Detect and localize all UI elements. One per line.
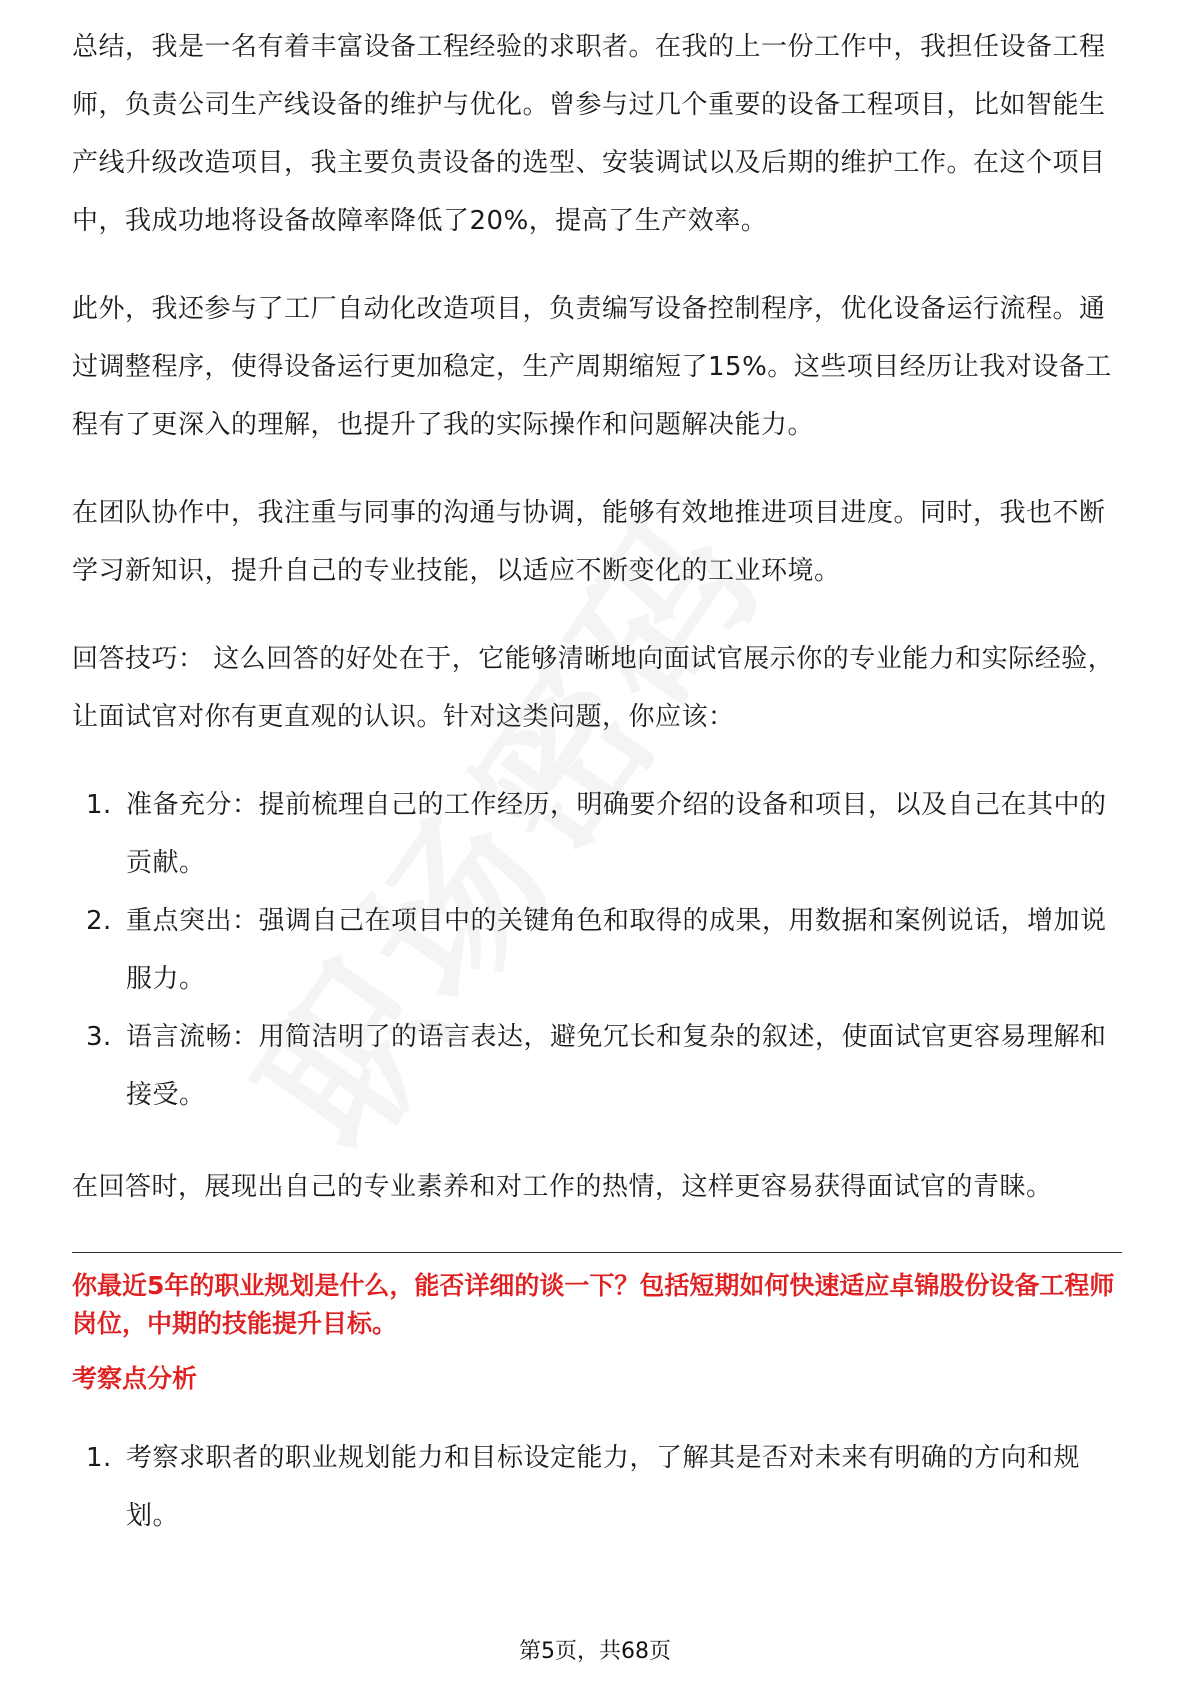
- list-item: [72, 1429, 1122, 1545]
- paragraph-closing: 在回答时，展现出自己的专业素养和对工作的热情，这样更容易获得面试官的青睐。: [72, 1172, 1053, 1202]
- section-divider: [72, 1252, 1122, 1253]
- list-item-number: 1.: [86, 790, 112, 820]
- list-item: [72, 776, 1122, 892]
- interview-question: 你最近5年的职业规划是什么，能否详细的谈一下？包括短期如何快速适应卓锦股份设备工程师岗位，中期的技能提升目标。: [72, 1271, 1115, 1338]
- list-item-text: 语言流畅：用简洁明了的语言表达，避免冗长和复杂的叙述，使面试官更容易理解和接受。: [126, 1022, 1107, 1110]
- list-item-text: 考察求职者的职业规划能力和目标设定能力，了解其是否对未来有明确的方向和规划。: [126, 1443, 1081, 1531]
- list-item: [72, 892, 1122, 1008]
- list-item-text: 准备充分：提前梳理自己的工作经历，明确要介绍的设备和项目，以及自己在其中的贡献。: [126, 790, 1107, 878]
- paragraph-answer-tips: 回答技巧： 这么回答的好处在于，它能够清晰地向面试官展示你的专业能力和实际经验，让面试官对你有更直观的认识。针对这类问题，你应该：: [72, 644, 1115, 732]
- list-item-number: 1.: [86, 1443, 112, 1473]
- paragraph-teamwork: 在团队协作中，我注重与同事的沟通与协调，能够有效地推进项目进度。同时，我也不断学习新知识，提升自己的专业技能，以适应不断变化的工业环境。: [72, 498, 1106, 586]
- page-number-footer: 第5页，共68页: [519, 1639, 671, 1664]
- list-item-text: 重点突出：强调自己在项目中的关键角色和取得的成果，用数据和案例说话，增加说服力。: [126, 906, 1107, 994]
- paragraph-experience-summary: 总结，我是一名有着丰富设备工程经验的求职者。在我的上一份工作中，我担任设备工程师，负责公司生产线设备的维护与优化。曾参与过几个重要的设备工程项目，比如智能生产线升级改造项目，我主要负责设备的选型、安装调试以及后期的维护工作。在这个项目中，我成功地将设备故障率降低了20%，提高了生产效率。: [72, 32, 1106, 236]
- list-item: [72, 1008, 1122, 1124]
- paragraph-automation-project: 此外，我还参与了工厂自动化改造项目，负责编写设备控制程序，优化设备运行流程。通过调整程序，使得设备运行更加稳定，生产周期缩短了15%。这些项目经历让我对设备工程有了更深入的理解，也提升了我的实际操作和问题解决能力。: [72, 294, 1112, 440]
- analysis-list: [72, 1429, 1122, 1545]
- list-item-number: 3.: [86, 1022, 112, 1052]
- page-content: [72, 28, 1122, 1579]
- list-item-number: 2.: [86, 906, 112, 936]
- analysis-heading: 考察点分析: [72, 1364, 198, 1393]
- tips-list: [72, 776, 1122, 1124]
